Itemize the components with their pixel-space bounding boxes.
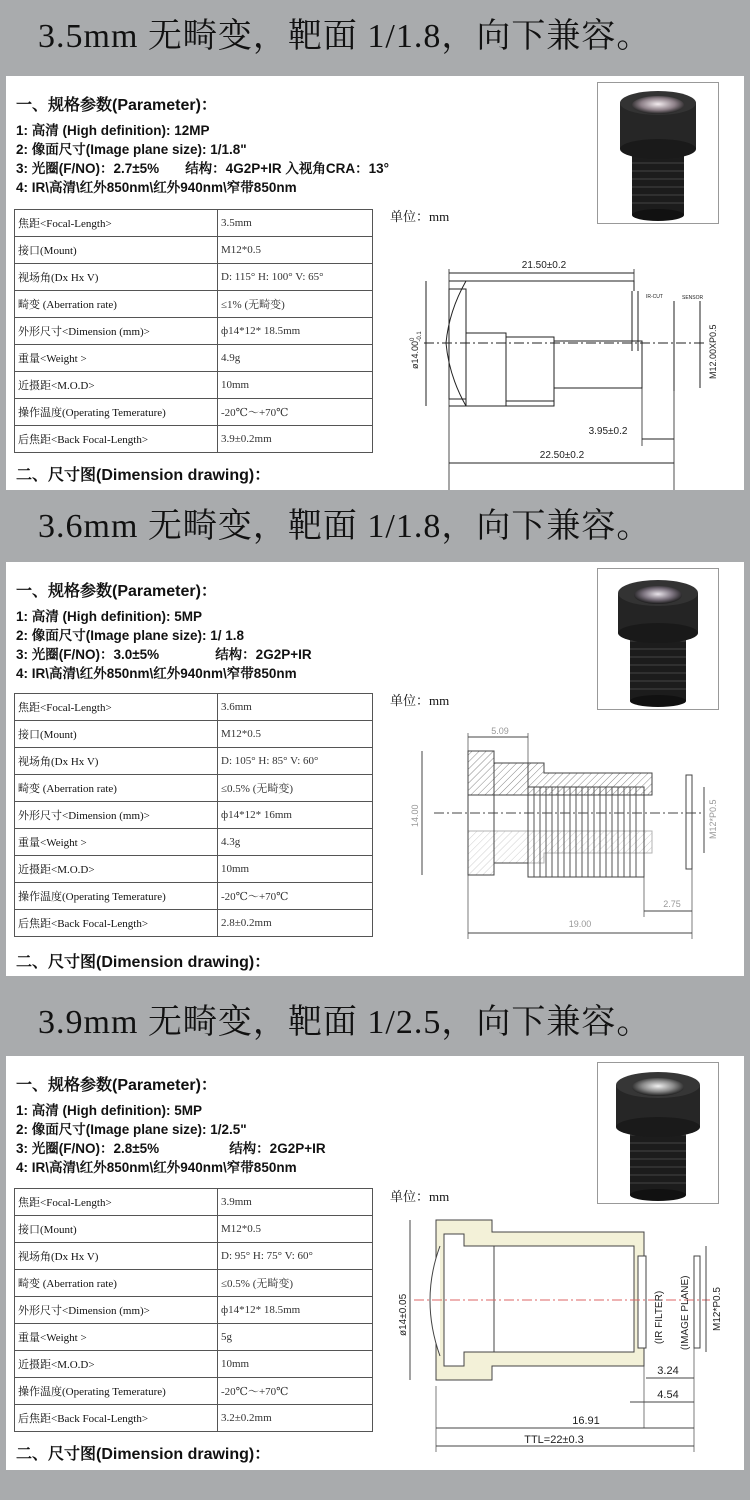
spec-key: 后焦距<Back Focal-Length> xyxy=(15,910,218,937)
dim-324-label: 3.24 xyxy=(657,1365,679,1377)
spec-table xyxy=(14,693,373,937)
table-row xyxy=(15,1270,373,1297)
spec-value: 5g xyxy=(218,1324,373,1351)
table-row xyxy=(15,1405,373,1432)
table-row xyxy=(15,1189,373,1216)
spec-value: 3.2±0.2mm xyxy=(218,1405,373,1432)
table-row xyxy=(15,264,373,291)
spec-key: 近摄距<M.O.D> xyxy=(15,1351,218,1378)
ir-filter-label: (IR FILTER) xyxy=(654,1290,665,1344)
dim-diameter-label: ø14.00$^0$-0.1 xyxy=(410,331,423,369)
dimension-title: 二、尺寸图(Dimension drawing)： xyxy=(16,467,271,484)
spec-value: 4.3g xyxy=(218,829,373,856)
spec-key: 重量<Weight > xyxy=(15,345,218,372)
table-row xyxy=(15,1216,373,1243)
table-row xyxy=(15,883,373,910)
spec-value: 4.9g xyxy=(218,345,373,372)
section-1-heading: 3.5mm 无畸变，靶面 1/1.8，向下兼容。 xyxy=(38,18,652,55)
spec-key: 近摄距<M.O.D> xyxy=(15,856,218,883)
spec-value: 10mm xyxy=(218,372,373,399)
sensor-label: SENSOR xyxy=(682,295,704,301)
spec-key: 焦距<Focal-Length> xyxy=(15,210,218,237)
spec-value: D: 115° H: 100° V: 65° xyxy=(218,264,373,291)
section-2-panel xyxy=(6,562,744,976)
param-line: 2: 像面尺寸(Image plane size): 1/2.5" xyxy=(16,1122,247,1137)
unit-label: 单位：mm xyxy=(390,693,450,708)
dimension-drawing xyxy=(404,727,724,967)
spec-key: 视场角(Dx Hx V) xyxy=(15,748,218,775)
table-row xyxy=(15,291,373,318)
dim-top-label: 21.50±0.2 xyxy=(521,260,567,271)
spec-key: 视场角(Dx Hx V) xyxy=(15,264,218,291)
section-2-heading: 3.6mm 无畸变，靶面 1/1.8，向下兼容。 xyxy=(38,508,652,545)
dim-thread-label: M12.00XP0.5 xyxy=(708,324,718,379)
ircut-label: IR-CUT xyxy=(646,294,663,300)
param-line xyxy=(16,1139,326,1158)
param-line xyxy=(16,159,389,178)
spec-value: 10mm xyxy=(218,856,373,883)
table-row xyxy=(15,399,373,426)
table-row xyxy=(15,237,373,264)
table-row xyxy=(15,1243,373,1270)
param-line: 1: 高清 (High definition): 12MP xyxy=(16,123,210,138)
section-3-heading-band xyxy=(0,976,750,1056)
dim-bottom-label: 22.50±0.2 xyxy=(539,450,585,461)
spec-key: 操作温度(Operating Temerature) xyxy=(15,1378,218,1405)
spec-value: ф14*12* 16mm xyxy=(218,802,373,829)
image-plane-label: (IMAGE PLANE) xyxy=(680,1275,691,1350)
table-row xyxy=(15,1378,373,1405)
table-row xyxy=(15,1297,373,1324)
dim-bfl-label: 3.95±0.2 xyxy=(588,426,628,437)
table-row xyxy=(15,802,373,829)
spec-key: 接口(Mount) xyxy=(15,721,218,748)
table-row xyxy=(15,1324,373,1351)
dim-thread-label: M12*P0.5 xyxy=(712,1287,723,1331)
spec-value: -20℃～+70℃ xyxy=(218,1378,373,1405)
spec-key: 畸变 (Aberration rate) xyxy=(15,291,218,318)
spec-value: -20℃～+70℃ xyxy=(218,883,373,910)
param-title: 一、规格参数(Parameter)： xyxy=(16,1077,217,1094)
spec-key: 后焦距<Back Focal-Length> xyxy=(15,1405,218,1432)
unit-label: 单位：mm xyxy=(390,1189,450,1204)
table-row xyxy=(15,721,373,748)
param-block xyxy=(16,578,312,683)
spec-key: 后焦距<Back Focal-Length> xyxy=(15,426,218,453)
dim-454-label: 4.54 xyxy=(657,1389,679,1401)
param-block xyxy=(16,92,389,197)
spec-value: 3.5mm xyxy=(218,210,373,237)
structure-text: 结构：4G2P+IR 入视角CRA：13° xyxy=(185,161,390,176)
spec-value: 3.9mm xyxy=(218,1189,373,1216)
spec-value: ≤1% (无畸变) xyxy=(218,291,373,318)
structure-text: 结构：2G2P+IR xyxy=(215,647,312,662)
dimension-drawing xyxy=(404,251,724,491)
dimension-drawing xyxy=(398,1216,724,1461)
section-2-heading-band xyxy=(0,490,750,562)
spec-value: ≤0.5% (无畸变) xyxy=(218,1270,373,1297)
spec-key: 近摄距<M.O.D> xyxy=(15,372,218,399)
param-line: 1: 高清 (High definition): 5MP xyxy=(16,609,202,624)
dim-ttl-label: TTL=22±0.3 xyxy=(524,1434,584,1446)
table-row xyxy=(15,372,373,399)
spec-key: 接口(Mount) xyxy=(15,237,218,264)
spec-table xyxy=(14,1188,373,1432)
param-line: 4: IR\高清\红外850nm\红外940nm\窄带850nm xyxy=(16,666,297,681)
spec-value: ≤0.5% (无畸变) xyxy=(218,775,373,802)
section-1-heading-band xyxy=(0,0,750,76)
table-row xyxy=(15,775,373,802)
spec-key: 操作温度(Operating Temerature) xyxy=(15,399,218,426)
spec-value: ф14*12* 18.5mm xyxy=(218,1297,373,1324)
spec-value: D: 105° H: 85° V: 60° xyxy=(218,748,373,775)
spec-key: 重量<Weight > xyxy=(15,829,218,856)
section-3-panel xyxy=(6,1056,744,1470)
dim-diameter-label: ø14±0.05 xyxy=(398,1293,409,1336)
structure-text: 结构：2G2P+IR xyxy=(229,1141,326,1156)
aperture-text: 3: 光圈(F/NO)：3.0±5% xyxy=(16,647,160,662)
dim-1691-label: 16.91 xyxy=(572,1415,600,1427)
lens-photo xyxy=(597,82,719,224)
dim-thread-label: M12*P0.5 xyxy=(708,799,718,839)
dimension-title: 二、尺寸图(Dimension drawing)： xyxy=(16,1446,271,1463)
unit-label: 单位：mm xyxy=(390,209,450,224)
spec-key: 畸变 (Aberration rate) xyxy=(15,1270,218,1297)
param-block xyxy=(16,1072,326,1177)
dim-diameter-label: 14.00 xyxy=(410,804,420,827)
spec-value: 3.9±0.2mm xyxy=(218,426,373,453)
spec-key: 重量<Weight > xyxy=(15,1324,218,1351)
table-row xyxy=(15,426,373,453)
dim-top-label: 5.09 xyxy=(491,726,509,736)
spec-key: 接口(Mount) xyxy=(15,1216,218,1243)
spec-key: 焦距<Focal-Length> xyxy=(15,1189,218,1216)
lens-photo xyxy=(597,1062,719,1204)
spec-key: 外形尺寸<Dimension (mm)> xyxy=(15,1297,218,1324)
spec-key: 焦距<Focal-Length> xyxy=(15,694,218,721)
param-line: 2: 像面尺寸(Image plane size): 1/ 1.8 xyxy=(16,628,245,643)
aperture-text: 3: 光圈(F/NO)：2.7±5% xyxy=(16,161,160,176)
table-row xyxy=(15,748,373,775)
spec-key: 外形尺寸<Dimension (mm)> xyxy=(15,318,218,345)
param-line: 4: IR\高清\红外850nm\红外940nm\窄带850nm xyxy=(16,180,297,195)
spec-value: 3.6mm xyxy=(218,694,373,721)
param-line: 2: 像面尺寸(Image plane size): 1/1.8" xyxy=(16,142,247,157)
table-row xyxy=(15,694,373,721)
spec-value: 2.8±0.2mm xyxy=(218,910,373,937)
spec-key: 外形尺寸<Dimension (mm)> xyxy=(15,802,218,829)
dim-bfl-label: 2.75 xyxy=(663,899,681,909)
section-1-panel xyxy=(6,76,744,490)
table-row xyxy=(15,829,373,856)
table-row xyxy=(15,318,373,345)
param-line xyxy=(16,645,312,664)
spec-value: M12*0.5 xyxy=(218,721,373,748)
dim-bottom-label: 19.00 xyxy=(568,919,592,929)
spec-value: D: 95° H: 75° V: 60° xyxy=(218,1243,373,1270)
param-line: 4: IR\高清\红外850nm\红外940nm\窄带850nm xyxy=(16,1160,297,1175)
table-row xyxy=(15,856,373,883)
section-3-heading: 3.9mm 无畸变，靶面 1/2.5，向下兼容。 xyxy=(38,1004,652,1041)
param-title: 一、规格参数(Parameter)： xyxy=(16,97,217,114)
spec-value: 10mm xyxy=(218,1351,373,1378)
table-row xyxy=(15,345,373,372)
param-title: 一、规格参数(Parameter)： xyxy=(16,583,217,600)
spec-value: -20℃～+70℃ xyxy=(218,399,373,426)
table-row xyxy=(15,1351,373,1378)
spec-key: 视场角(Dx Hx V) xyxy=(15,1243,218,1270)
spec-value: M12*0.5 xyxy=(218,237,373,264)
spec-value: M12*0.5 xyxy=(218,1216,373,1243)
table-row xyxy=(15,910,373,937)
spec-table xyxy=(14,209,373,453)
table-row xyxy=(15,210,373,237)
lens-photo xyxy=(597,568,719,710)
spec-key: 畸变 (Aberration rate) xyxy=(15,775,218,802)
dimension-title: 二、尺寸图(Dimension drawing)： xyxy=(16,954,271,971)
spec-value: ф14*12* 18.5mm xyxy=(218,318,373,345)
param-line: 1: 高清 (High definition): 5MP xyxy=(16,1103,202,1118)
spec-key: 操作温度(Operating Temerature) xyxy=(15,883,218,910)
aperture-text: 3: 光圈(F/NO)：2.8±5% xyxy=(16,1141,160,1156)
